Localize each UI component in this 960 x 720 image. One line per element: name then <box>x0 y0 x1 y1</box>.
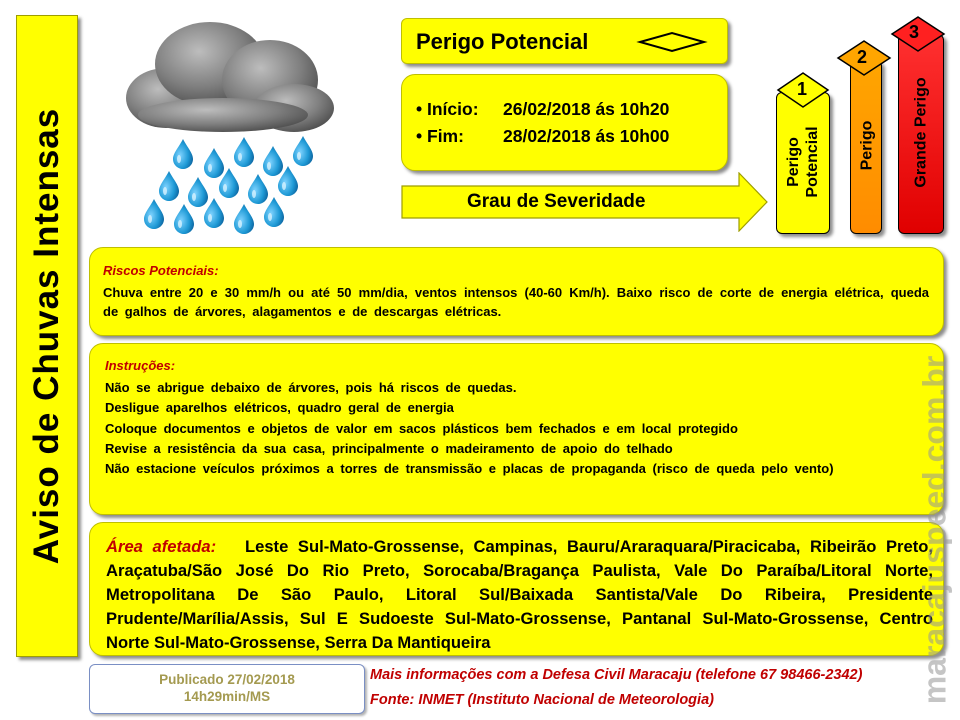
level-1-label-line2: Potencial <box>804 126 821 198</box>
level-2-bar <box>850 60 882 234</box>
end-date-row: • Fim: 28/02/2018 ás 10h00 <box>416 126 670 146</box>
level-1-label <box>784 92 822 232</box>
potential-risks-box <box>89 247 944 336</box>
published-date: Publicado 27/02/2018 <box>159 672 295 687</box>
potential-risks-title: Riscos Potenciais: <box>103 263 219 278</box>
rain-cloud-icon <box>118 20 340 240</box>
level-1-bar <box>776 92 830 234</box>
level-3-bar <box>898 34 944 234</box>
end-date-label: Fim: <box>427 126 464 146</box>
instructions-title: Instruções: <box>105 358 176 373</box>
start-date-label: Início: <box>427 99 479 119</box>
start-date-row: • Início: 26/02/2018 ás 10h20 <box>416 99 670 119</box>
level-3-number: 3 <box>909 22 920 42</box>
affected-area-label: Área afetada: <box>106 537 217 556</box>
vertical-title-panel <box>16 15 78 657</box>
cloud-shape <box>126 22 334 132</box>
watermark: maracajuspeed.com.br <box>916 355 953 705</box>
severity-label: Grau de Severidade <box>467 191 646 212</box>
end-date-value: 28/02/2018 ás 10h00 <box>503 126 670 146</box>
instruction-item: Revise a resistência da sua casa, principalmente o madeiramento de apoio do telhado <box>105 440 673 456</box>
danger-level-title: Perigo Potencial <box>416 29 589 54</box>
validity-period-box <box>401 74 728 171</box>
more-info-text: Mais informações com a Defesa Civil Maracaju (telefone 67 98466-2342) <box>370 667 863 683</box>
danger-level-title-box <box>401 18 728 64</box>
affected-area-paragraph <box>106 535 933 655</box>
instructions-list <box>105 378 925 479</box>
start-date-value: 26/02/2018 ás 10h20 <box>503 99 670 119</box>
instruction-item: Desligue aparelhos elétricos, quadro geral de energia <box>105 400 454 416</box>
instruction-item: Coloque documentos e objetos de valor em sacos plásticos bem fechados e em local protegido <box>105 420 738 436</box>
level-2-number: 2 <box>857 47 868 67</box>
level-1-number: 1 <box>797 79 808 99</box>
level-1-label-line1: Perigo <box>785 137 802 187</box>
instruction-item: Não se abrigue debaixo de árvores, pois há riscos de quedas. <box>105 380 517 395</box>
instructions-box <box>89 343 944 515</box>
yellow-diamond-icon <box>636 31 708 53</box>
affected-area-box <box>89 522 944 656</box>
vertical-title: Aviso de Chuvas Intensas <box>27 107 66 565</box>
raindrops <box>144 136 313 234</box>
source-text: Fonte: INMET (Instituto Nacional de Meteorologia) <box>370 692 714 708</box>
published-time: 14h29min/MS <box>183 689 271 704</box>
published-box <box>89 664 365 714</box>
potential-risks-text: Chuva entre 20 e 30 mm/h ou até 50 mm/dia, ventos intensos (40-60 Km/h). Baixo risco de corte de energia elétrica, queda de galhos de árvores, alagamentos e de descargas elétricas. <box>103 285 929 319</box>
affected-area-text: Leste Sul-Mato-Grossense, Campinas, Bauru/Araraquara/Piracicaba, Ribeirão Preto, Araçatuba/São José Do Rio Preto, Sorocaba/Bragança Paulista, Vale Do Paraíba/Litoral Norte, Metropolitana De São Paulo, Litoral Sul/Baixada Santista/Vale Do Ribeira, Presidente Prudente/Marília/Assis, Sul E Sudoeste Sul-Mato-Grossense, Pantanal Sul-Mato-Grossense, Centro Norte Sul-Mato-Grossense, Serra Da Mantiqueira <box>106 537 933 652</box>
level-3-label: Grande Perigo <box>912 77 930 188</box>
level-2-label: Perigo <box>858 120 876 171</box>
instruction-item: Não estacione veículos próximos a torres de transmissão e placas de propaganda (risco de queda pelo vento) <box>105 461 834 477</box>
